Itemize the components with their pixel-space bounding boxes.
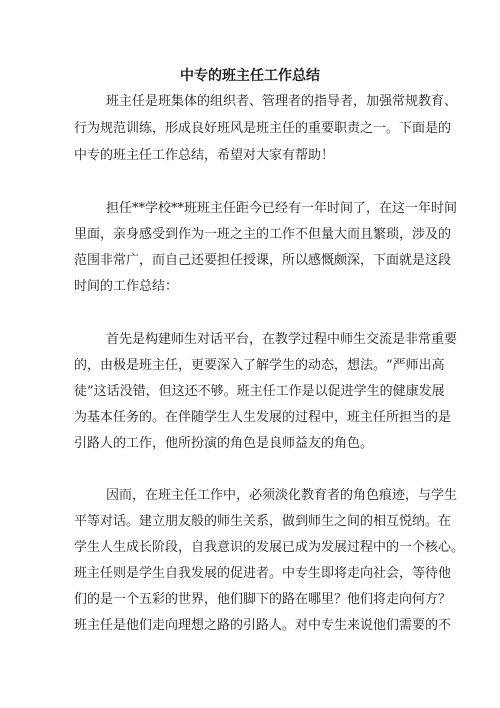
paragraph-1-line-3: 中专的班主任工作总结，希望对大家有帮助！ (74, 148, 335, 163)
paragraph-4-line-4: 班主任则是学生自我发展的促进者。中专生即将走向社会，等待他 (74, 566, 452, 581)
paragraph-4-line-6: 班主任是他们走向理想之路的引路人。对中专生来说他们需要的不 (74, 618, 452, 633)
paragraph-2-line-3: 范围非常广，而自己还要担任授课，所以感慨颇深，下面就是这段 (74, 253, 452, 268)
paragraph-4-line-1: 因而，在班主任工作中，必须淡化教育者的角色痕迹，与学生 (106, 488, 458, 503)
paragraph-4-line-3: 学生人生成长阶段，自我意识的发展已成为发展过程中的一个核心。 (74, 540, 465, 555)
paragraph-3-line-1: 首先是构建师生对话平台，在教学过程中师生交流是非常重要 (106, 332, 458, 347)
paragraph-1-line-2: 行为规范训练，形成良好班风是班主任的重要职责之一。下面是的 (74, 121, 452, 136)
paragraph-4-line-5: 们的是一个五彩的世界，他们脚下的路在哪里？他们将走向何方？ (74, 592, 452, 607)
paragraph-2-line-1: 担任**学校**班班主任距今已经有一年时间了，在这一年时间 (106, 201, 458, 216)
paragraph-3-line-5: 引路人的工作，他所扮演的角色是良师益友的角色。 (74, 436, 374, 451)
paragraph-3-line-3: 徒”这话没错，但这还不够。班主任工作是以促进学生的健康发展 (74, 384, 445, 399)
paragraph-3-line-4: 为基本任务的。在伴随学生人生发展的过程中，班主任所担当的是 (74, 410, 452, 425)
paragraph-2-line-2: 里面，亲身感受到作为一班之主的工作不但量大而且繁琐，涉及的 (74, 227, 452, 242)
document-title: 中专的班主任工作总结 (180, 68, 320, 84)
paragraph-4-line-2: 平等对话。建立朋友般的师生关系，做到师生之间的相互悦纳。在 (74, 514, 452, 529)
paragraph-1-line-1: 班主任是班集体的组织者、管理者的指导者，加强常规教育、 (106, 94, 458, 109)
paragraph-2-line-4: 时间的工作总结： (74, 279, 179, 294)
paragraph-3-line-2: 的，由极是班主任，更要深入了解学生的动态，想法。“严师出高 (74, 358, 445, 373)
